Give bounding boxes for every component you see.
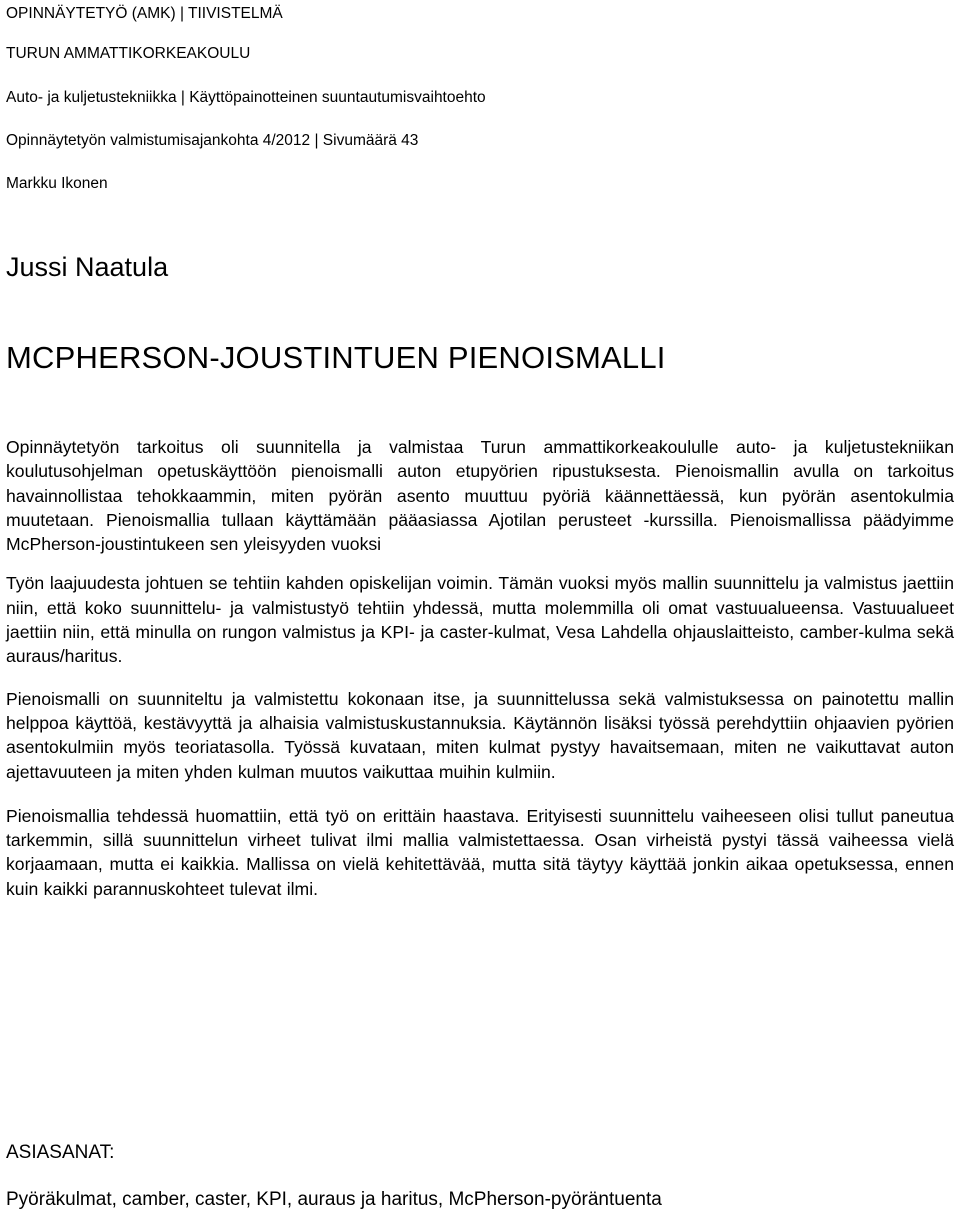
keywords-label: ASIASANAT: [6,1142,115,1163]
abstract-paragraph: Opinnäytetyön tarkoitus oli suunnitella ja valmistaa Turun ammattikorkeakoululle auto- ja kuljetustekniikan koulutusohjelman opetuskäyttöön pienoismalli auton etupyörien ripustuksesta. Pienoismallin avulla on tarkoitus havainnollistaa tehokkaammin, miten pyörän asento muuttuu pyöriä käännettäessä, kun pyörän asentokulmia muutetaan. Pienoismallia tullaan käyttämään pääasiassa Ajotilan perusteet -kurssilla. Pienoismallissa päädyimme McPherson-joustintukeen sen yleisyyden vuoksi [6,437,954,555]
abstract-body [6,435,954,901]
supervisor: Markku Ikonen [6,175,108,192]
author-name: Jussi Naatula [6,252,169,282]
keywords-list: Pyöräkulmat, camber, caster, KPI, auraus ja haritus, McPherson-pyöräntuenta [6,1189,662,1210]
institution: TURUN AMMATTIKORKEAKOULU [6,45,251,62]
abstract-paragraph: Pienoismalli on suunniteltu ja valmistettu kokonaan itse, ja suunnittelussa sekä valmistuksessa on painotettu mallin helppoa käyttöä, kestävyyttä ja alhaisia valmistuskustannuksia. Käytännön lisäksi työssä perehdyttiin ohjaavien pyörien asentokulmiin myös teoriatasolla. Työssä kuvataan, miten kulmat pystyy havaitsemaan, miten ne vaikuttavat auton ajettavuuteen ja miten yhden kulman muutos vaikuttaa muihin kulmiin. [6,688,954,782]
abstract-paragraph: Työn laajuudesta johtuen se tehtiin kahden opiskelijan voimin. Tämän vuoksi myös mallin suunnittelu ja valmistus jaettiin niin, että koko suunnittelu- ja valmistustyö tehtiin yhdessä, mutta molemmilla oli omat vastuualueensa. Vastuualueet jaettiin niin, että minulla on rungon valmistus ja KPI- ja caster-kulmat, Vesa Lahdella ohjauslaitteisto, camber-kulma sekä auraus/haritus. [6,573,954,667]
degree-programme: Auto- ja kuljetustekniikka | Käyttöpainotteinen suuntautumisvaihtoehto [6,89,486,106]
abstract-paragraph: Pienoismallia tehdessä huomattiin, että työ on erittäin haastava. Erityisesti suunnittelu vaiheeseen olisi tullut paneutua tarkemmin, sillä suunnittelun virheet tulivat ilmi mallia valmistettaessa. Osan virheistä pystyi tässä vaiheessa vielä korjaamaan, mutta ei kaikkia. Mallissa on vielä kehitettävää, mutta sitä täytyy käyttää jonkin aikaa opetuksessa, ennen kuin kaikki parannuskohteet tulevat ilmi. [6,805,954,899]
completion-and-pages: Opinnäytetyön valmistumisajankohta 4/2012 | Sivumäärä 43 [6,132,419,149]
document-type: OPINNÄYTETYÖ (AMK) | TIIVISTELMÄ [6,5,283,22]
thesis-title: MCPHERSON-JOUSTINTUEN PIENOISMALLI [6,340,666,375]
